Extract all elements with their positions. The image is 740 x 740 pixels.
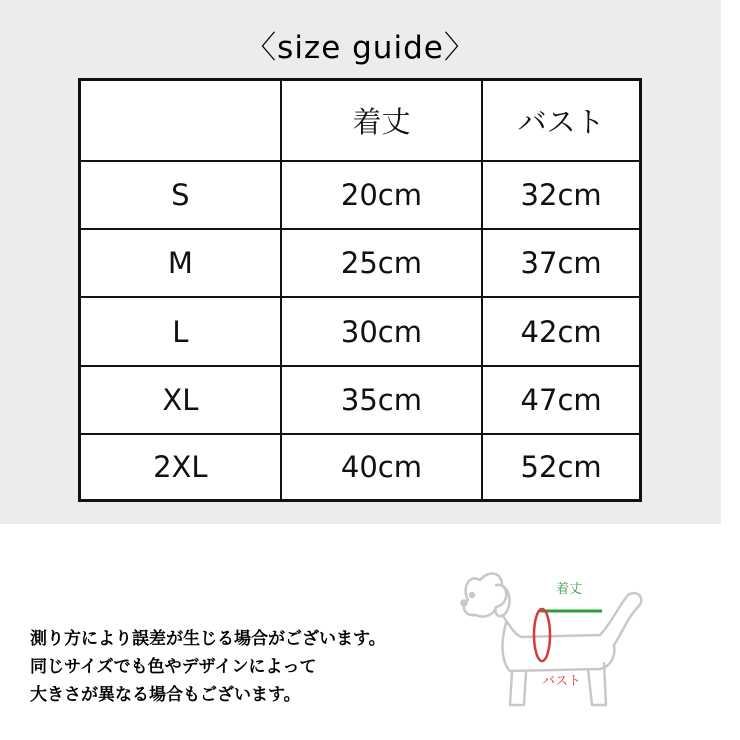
table-row xyxy=(81,230,639,298)
bust-cell: 32cm xyxy=(483,162,639,230)
length-cell: 25cm xyxy=(282,230,483,298)
measurement-note xyxy=(30,625,500,709)
size-cell: S xyxy=(81,162,282,230)
table-row xyxy=(81,367,639,435)
bust-cell: 37cm xyxy=(483,230,639,298)
length-cell: 35cm xyxy=(282,367,483,435)
bust-label: バスト xyxy=(542,674,582,689)
dog-measurement-diagram xyxy=(450,545,650,715)
table-row xyxy=(81,298,639,366)
size-table xyxy=(78,78,642,502)
size-cell: 2XL xyxy=(81,435,282,499)
size-cell: L xyxy=(81,298,282,366)
size-cell: M xyxy=(81,230,282,298)
length-cell: 40cm xyxy=(282,435,483,499)
size-cell: XL xyxy=(81,367,282,435)
note-line: 測り方により誤差が生じる場合がございます。 xyxy=(30,629,386,649)
bust-cell: 52cm xyxy=(520,449,602,484)
length-label: 着丈 xyxy=(556,582,583,597)
table-header-row xyxy=(81,81,639,162)
size-guide-title: 〈size guide〉 xyxy=(245,30,476,66)
header-cell xyxy=(81,81,282,162)
header-cell-length: 着丈 xyxy=(282,81,483,162)
length-cell: 30cm xyxy=(282,298,483,366)
table-row xyxy=(81,435,639,499)
table-row xyxy=(81,162,639,230)
header-cell-bust: バスト xyxy=(483,81,639,162)
note-line: 同じサイズでも色やデザインによって xyxy=(30,657,317,677)
length-cell: 20cm xyxy=(282,162,483,230)
note-line: 大きさが異なる場合もございます。 xyxy=(30,685,301,705)
bust-cell: 47cm xyxy=(483,367,639,435)
bust-ring xyxy=(534,609,550,661)
bust-cell: 42cm xyxy=(483,298,639,366)
